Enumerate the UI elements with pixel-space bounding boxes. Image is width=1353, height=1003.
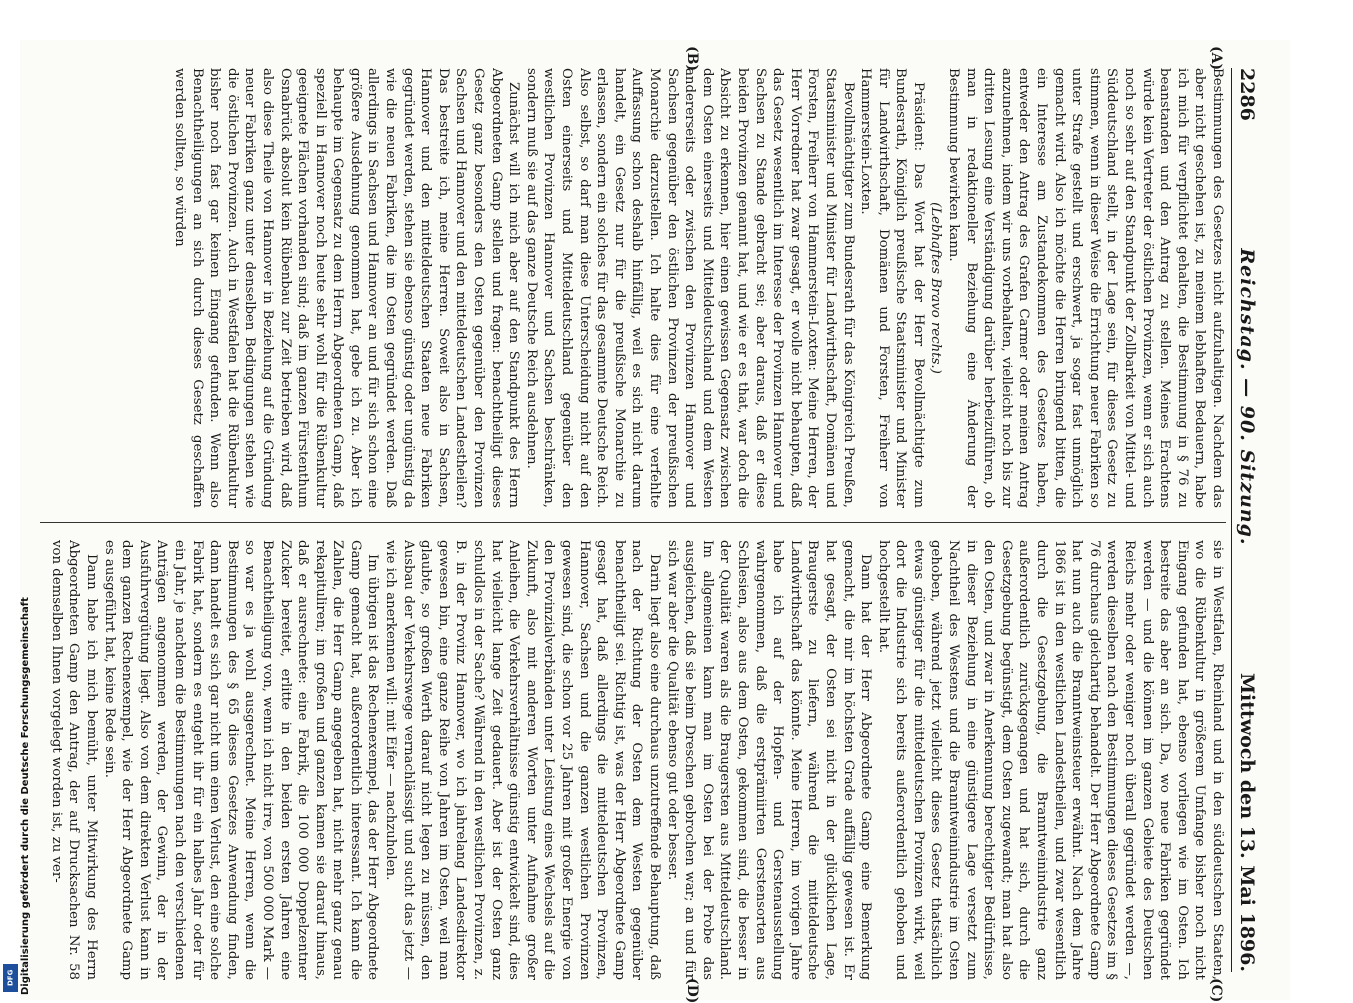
paragraph: sie in Westfalen, Rheinland und in den süddeutschen Staaten, wo die Rübenkultur in größerem Umfange bisher noch nicht Eingang gefunden hat, ebenso vorliegen wie im Osten. Ich bestreite das aber an sich. Da, wo neue Fabriken gegründet werden — und die können im ganzen Gebiete des Deutschen Reichs mehr oder weniger noch überall gegründet werden —, werden dieselben nach den Bestimmungen dieses Gesetzes im § 76 durchaus gleichartig behandelt. Der Herr Abgeordnete Gamp hat nun auch die Branntweinsteuer erwähnt. Nach dem Jahre 1866 ist in den westlichen Landestheilen, und zwar wesentlich durch die Gesetzgebung, die Branntweinindustrie ganz außerordentlich zurückgegangen und hat sich, durch die Gesetzgebung begünstigt, dem Osten zugewandt; man hat also den Osten, und zwar in Anerkennung berechtigter Bedürfnisse, in dieser Beziehung in eine günstigere Lage versetzt zum Nachtheil des Westens und die Branntweinindustrie im Osten gehoben, während jetzt vielleicht dieses Gesetz thatsächlich etwas günstiger für die mitteldeutschen Provinzen wirkt, weil dort die Industrie sich bereits außerordentlich gehoben und hochgestellt hat. xyxy=(875,540,1225,980)
right-column xyxy=(40,540,1226,980)
paragraph: Dann hat der Herr Abgeordnete Gamp eine Bemerkung gemacht, die mir im höchsten Grade auffällig gewesen ist. Er hat gesagt, der Osten sei nicht in der glücklichen Lage, Braugerste zu liefern, während die mitteldeutsche Landwirthschaft das könnte. Meine Herren, im vorigen Jahre habe ich auf der Hopfen- und Gerstenausstellung wahrgenommen, daß die erstprämiirten Gerstensorten aus Schlesien, also aus dem Osten, gekommen sind, die besser in der Qualität waren als die Braugersten aus Mitteldeutschland. Im allgemeinen kann man im Osten bei der Probe das ausgleichen, daß sie beim Dreschen gebrochen war; an und für sich war aber die Qualität ebenso gut oder besser. xyxy=(664,540,874,980)
paragraph: Dann habe ich mich bemüht, unter Mitwirkung des Herrn Abgeordneten Gamp den Antrag, der auf Drucksachen Nr. 58 von demselben Ihnen vorgelegt worden ist, zu ver- xyxy=(48,540,99,980)
paragraph: Präsident: Das Wort hat der Herr Bevollmächtigte zum Bundesrath, Königlich preußische Staatsminister und Minister für Landwirthschaft, Domänen und Forsten, Freiherr von Hammerstein-Loxten. xyxy=(858,68,926,508)
paragraph: Bestimmungen des Gesetzes nicht aufzuhaltigen. Nachdem das aber nicht geschehen ist, zu meinem lebhaften Bedauern, habe ich mich für verpflichtet gehalten, die Bestimmung in § 76 zu beanstanden und den Antrag zu stellen. Meines Erachtens würde kein Vertreter der östlichen Provinzen, wenn er sich auch noch so sehr auf den Standpunkt der Zollbarkeit von Mittel- und Süddeutschland stellt, in der Lage sein, für dieses Gesetz zu stimmen, wenn in dieser Weise die Errichtung neuer Fabriken so unter Strafe gestellt und erschwert, ja sogar fast unmöglich gemacht wird. Also ich möchte die Herren bringend bitten, die ein Interesse am Zustandekommen des Gesetzes haben, entweder den Antrag des Grafen Carmer oder meinen Antrag anzunehmen, indem wir uns vorbehalten, vielleicht noch bis zur dritten Lesung eine Verständigung darüber herbeizuführen, ob man in redaktioneller Beziehung eine Änderung der Bestimmung bewirken kann. xyxy=(946,68,1225,508)
left-column xyxy=(40,68,1226,508)
margin-mark-c: (C) xyxy=(1208,978,1224,1003)
margin-mark-a: (A) xyxy=(1208,46,1224,71)
paragraph: Zunächst will ich mich aber auf den Standpunkt des Herrn Abgeordneten Gamp stellen und fragen: benachtheiligt dieses Gesetz ganz besonders den Osten gegenüber den Provinzen Sachsen und Hannover und den mitteldeutschen Landestheilen? Das bestreite ich, meine Herren. Soweit also in Sachsen, Hannover und den mitteldeutschen Staaten neue Fabriken gegründet werden, stehen sie ebenso günstig oder ungünstig da wie die neuen Fabriken, die im Osten gegründet werden. Daß allerdings in Sachsen und Hannover an und für sich schon eine größere Ausdehnung genommen hat, gebe ich zu. Aber ich behaupte im Gegensatz zu dem Herrn Abgeordneten Gamp, daß speziell in Hannover noch heute sehr wohl für die Rübenkultur geeignete Flächen vorhanden sind; daß im ganzen Fürstenthum Osnabrück absolut kein Rübenbau zur Zeit betrieben wird, daß also diese Theile von Hannover in Beziehung auf die Gründung neuer Fabriken ganz unter denselben Bedingungen stehen wie die östlichen Provinzen. Auch in Westfalen hat die Rübenkultur bisher noch fast gar keinen Eingang gefunden. Wenn also Benachtheiligungen an sich durch dieses Gesetz geschaffen werden sollten, so würden xyxy=(171,68,522,508)
header-title: Reichstag. — 90. Sitzung. xyxy=(1236,248,1258,546)
document-page xyxy=(20,40,1290,1003)
page-header xyxy=(1231,68,1272,972)
dfg-logo-icon xyxy=(3,964,18,992)
header-date: Mittwoch den 13. Mai 1896. xyxy=(1236,673,1258,972)
page-number: 2286 xyxy=(1236,68,1258,121)
paragraph: Bevollmächtigter zum Bundesrath für das Königreich Preußen, Staatsminister und Minister für Landwirthschaft, Domänen und Forsten, Freiherr von Hammerstein-Loxten: Meine Herren, der Herr Vorredner hat zwar gesagt, er wolle nicht behaupten, daß das Gesetz wesentlich im Interesse der Provinzen Hannover und Sachsen zu Stande gebracht sei; aber daraus, daß er diese beiden Provinzen genannt hat, und wie er es that, war doch die Absicht zu erkennen, hier einen gewissen Gegensatz zwischen dem Osten einerseits und Mitteldeutschland und dem Westen andererseits oder zwischen den Provinzen Hannover und Sachsen gegenüber den östlichen Provinzen der preußischen Monarchie darzustellen. Ich halte dies für eine verfehlte Auffassung schon deshalb hinfällig, weil es sich nicht darum handelt, ein Gesetz nur für die preußische Monarchie zu erlassen, sondern ein solches für das gesammte Deutsche Reich. Also selbst, so darf man diese Unterscheidung nicht auf den Osten einerseits und Mitteldeutschland gegenüber den westlichen Provinzen Hannover und Sachsen beschränken, sondern muß sie auf das ganze Deutsche Reich ausdehnen. xyxy=(523,68,856,508)
margin-mark-d: (D) xyxy=(684,978,700,1003)
margin-mark-b: (B) xyxy=(684,46,700,72)
digitization-strip xyxy=(4,0,31,1000)
paragraph: Darin liegt also eine durchaus unzutreffende Behauptung, daß nach der Richtung der Osten dem Westen gegenüber benachtheiligt sei. Richtig ist, was der Herr Abgeordnete Gamp gesagt hat, daß allerdings die mitteldeutschen Provinzen, Hannover, Sachsen und die ganzen westlichen Provinzen gewesen sind, die schon vor 25 Jahren mit großer Energie von den Provinzialverbänden unter Leistung eines Wechsels auf die Zukunft, also mit anderen Worten unter Aufnahme großer Anleihen, die Verkehrsverhältnisse günstig entwickelt sind, dies hat vielleicht lange Zeit gedauert. Aber ist der Osten ganz schuldlos in der Sache? Während in den westlichen Provinzen, z. B. in der Provinz Hannover, wo ich jahrelang Landesdirektor gewesen bin, eine ganze Reihe von Jahren im Osten, weil man glaubte, so großen Werth darauf nicht legen zu müssen, den Ausbau der Verkehrswege vernachlässigt und sucht das jetzt — wie ich anerkennen will: mit Eifer — nachzuholen. xyxy=(383,540,662,980)
paragraph: (Lebhaftes Bravo rechts.) xyxy=(928,202,944,374)
dfg-logo-text: DFG xyxy=(6,969,15,987)
digitization-note: Digitalisierung gefördert durch die Deutsche Forschungsgemeinschaft xyxy=(20,597,31,995)
column-divider xyxy=(40,522,1226,523)
paragraph: Im übrigen ist das Rechenexempel, das der Herr Abgeordnete Gamp gemacht hat, außerordentlich interessant. Ich kann die Zahlen, die Herr Gamp angegeben hat, nicht mehr ganz genau rekapituliren; im großen und ganzen kamen sie darauf hinaus, daß er ausrechnete: eine Fabrik, die 100 000 Doppelzentner Zucker bereitet, erlitte in den beiden ersten Jahren eine Benachtheiligung von, wenn ich nicht irre, von 500 000 Mark — so war es ja wohl ausgerechnet. Meine Herren, wenn die Bestimmungen des § 65 dieses Gesetzes Anwendung finden, dann handelt es sich gar nicht um einen Verlust, den eine solche Fabrik hat, sondern es entgeht ihr für ein halbes Jahr oder für ein Jahr, je nachdem die Bestimmungen nach den verschiedenen Anträgen angenommen werden, der Gewinn, der in der Ausfuhrvergütung liegt. Also von dem direkten Verlust kann in dem ganzen Rechenexempel, wie der Herr Abgeordnete Gamp es ausgeführt hat, keine Rede sein. xyxy=(101,540,381,980)
